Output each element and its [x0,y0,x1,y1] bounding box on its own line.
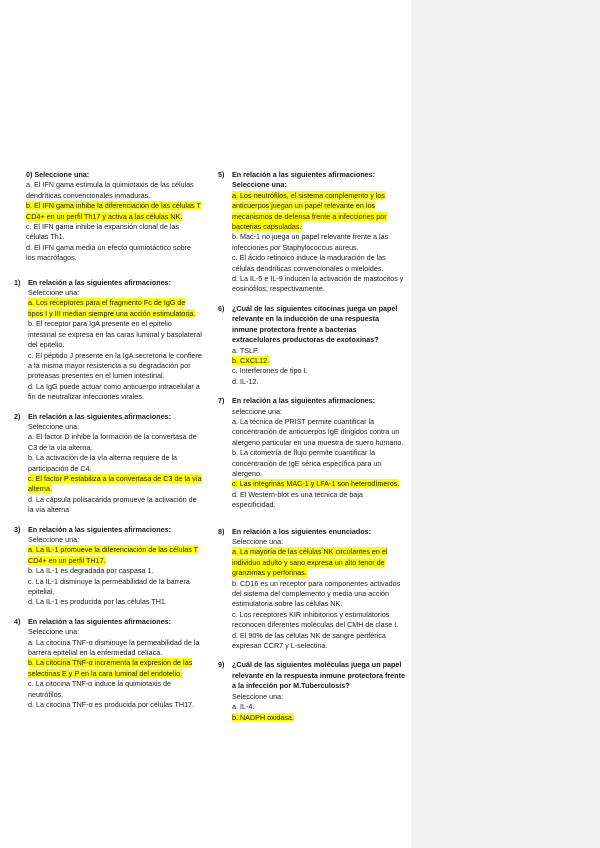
option-c: c. La IL-1 disminuye la permeabilidad de la barrera epitelial. [28,576,190,597]
option-b-highlighted: b. La citocina TNF-α incrementa la expresión de las selectinas E y P en la cara luminal del endotelio. [28,658,193,678]
option-d: d. El IFN gama media un efecto quimiotáctico sobre los macrófagos. [26,242,191,263]
question-9 [218,660,406,722]
option-b: b. La citometría de flujo permite cuantificar la concentración de IgE sérica específica para un alergeno. [232,448,382,478]
question-number: 7) [218,396,225,406]
question-stem: ¿Cuál de las siguientes moléculas juega un papel relevante en la respuesta inmune protectora frente a la infección por M.Tuberculosis? [232,660,405,691]
option-a: a. TSLP. [232,345,259,355]
option-b: b. El receptor para IgA presente en el epitelio intestinal se expresa en las caras luminal y basolateral del epitelio. [28,319,202,350]
option-b: b. La activación de la vía alterna requiere de la participación de C4. [28,453,178,473]
question-prompt: seleccione una: [232,406,282,416]
option-d: d. La IL-5 e IL-9 inducen la activación de mastocitos y eosinófilos, respectivamente. [232,274,404,294]
question-prompt: Seleccione una: [232,691,284,701]
option-c-highlighted: c. El factor P estabiliza a la convertasa de C3 de la vía alterna. [28,473,202,494]
question-prompt: Seleccione una: [28,627,80,637]
question-stem: En relación a las siguientes afirmaciones: [28,524,172,534]
option-a: a. El IFN gama estimula la quimiotaxis de las células dendríticas convencionales inmaduras. [26,180,194,200]
option-b-highlighted: b. CXCL12. [232,355,270,365]
option-a: a. La técnica de PRIST permite cuantificar la concentración de anticuerpos IgE dirigidos contra un alergeno particular en una muestra de suero humano. [232,416,404,447]
option-d: d. La citocina TNF-α es producida por células TH17. [28,700,195,710]
question-number: 1) [14,277,21,287]
question-7 [218,396,406,510]
question-6 [218,304,406,387]
question-prompt: Seleccione una: [232,537,284,546]
question-number: 6) [218,303,225,313]
option-d: d. La IL-1 es producida por las células TH1. [28,597,167,607]
question-stem: En relación a las siguientes afirmaciones: [232,396,376,406]
question-number: 9) [218,660,225,670]
question-0 [14,170,202,264]
option-c: c. La citocina TNF-α induce la quimiotaxis de neutrófilos. [28,679,172,699]
question-number: 3) [14,524,21,534]
option-a-highlighted: a. La mayoría de las células NK circulantes en el individuo adulto y sano expresa un alto tenor de granzimas y perforinas. [232,547,388,578]
option-a: a. El factor D inhibe la formación de la convertasa de C3 de la vía alterna. [28,432,197,452]
right-column [218,170,406,732]
question-prompt: Seleccione una: [28,535,80,544]
question-2 [14,412,202,516]
option-a: a. La citocina TNF-α disminuye la permeabilidad de la barrera epitelial en la enfermedad celíaca. [28,637,200,658]
option-c: c. El péptido J presente en la IgA secretoria le confiere a la misma mayor resistencia a su degradación por proteasas presentes en el lumen intestinal. [28,350,202,381]
question-prompt: Seleccione una: [28,421,80,431]
question-5 [218,170,406,295]
question-1 [14,278,202,403]
option-d: d. El 90% de las células NK de sangre periférica expresan CCR7 y L-selectina. [232,630,386,651]
option-a-highlighted: a. Los neutrófilos, el sistema complemento y los anticuerpos juegan un papel relevante en los mecanismos de defensa frente a infecciones por bacterias capsuladas. [232,190,387,232]
question-3 [14,525,202,608]
comments-pane [411,0,600,848]
option-c: c. Los receptores KIR inhibitorios y estimulatorios reconocen diferentes moléculas del CMH de clase I. [232,609,399,630]
option-b: b. La IL-1 es degradada por caspasa 1. [28,566,154,576]
question-prompt: Seleccione una: [28,288,80,298]
option-d: d. La IgG puede actuar como anticuerpo intracelular a fin de neutralizar infecciones virales. [28,381,200,402]
option-d: d. La cápsula polisacárida promueve la activación de la vía alterna [28,494,197,515]
question-prompt: 0) Seleccione una: [26,170,90,179]
question-stem: ¿Cuál de las siguientes citocinas juega un papel relevante en la inducción de una respuesta inmune protectora frente a bacterias extracelulares productoras de exotoxinas? [232,303,398,345]
option-b-highlighted: b. NADPH oxidasa. [232,712,294,722]
question-stem: En relación a las siguientes afirmaciones: [28,616,172,626]
option-d: d. El Western-blot es una técnica de baja especificidad. [232,489,363,510]
question-number: 8) [218,526,225,536]
question-stem: En relación a las siguientes afirmaciones: [28,411,172,421]
option-d: d. IL-12. [232,376,259,386]
question-number: 2) [14,411,21,421]
option-c: c. El ácido retinoico induce la maduración de las células dendríticas convencionales o mieloides. [232,253,386,273]
option-a-highlighted: a. La IL-1 promueve la diferenciación de las células T CD4+ en un perfil TH17. [28,545,199,565]
question-8 [218,527,406,652]
question-stem: En relación a los siguientes enunciados: [232,526,371,536]
option-c: c. Interferones de tipo I. [232,366,308,376]
question-stem: En relación a las siguientes afirmaciones: [28,277,172,287]
question-stem: En relación a las siguientes afirmaciones: [232,170,376,179]
question-4 [14,617,202,711]
question-number: 5) [218,170,225,179]
question-number: 4) [14,616,21,626]
left-column [14,170,202,720]
option-a-highlighted: a. Los receptores para el fragmento Fc de IgG de tipos I y III median siempre una acción estimulatoria. [28,298,196,318]
option-b: b. Mac-1 no juega un papel relevante frente a las infecciones por Staphylococcus aureus. [232,232,389,252]
option-b: b. CD16 es un receptor para componentes activados del sistema del complemento y media una acción estimulatoria sobre las células NK. [232,578,401,609]
option-c: c. El IFN gama inhibe la expansión clonal de las células Th1. [26,222,180,242]
question-prompt: Seleccione una: [232,180,287,190]
option-b-highlighted: b. El IFN gama inhibe la diferenciación de las células T CD4+ en un perfil Th17 y activa a las células NK. [26,201,201,221]
option-c-highlighted: c. Las integrinas MAC-1 y LFA-1 son heterodímeros. [232,479,400,489]
option-a: a. IL-4. [232,702,255,712]
